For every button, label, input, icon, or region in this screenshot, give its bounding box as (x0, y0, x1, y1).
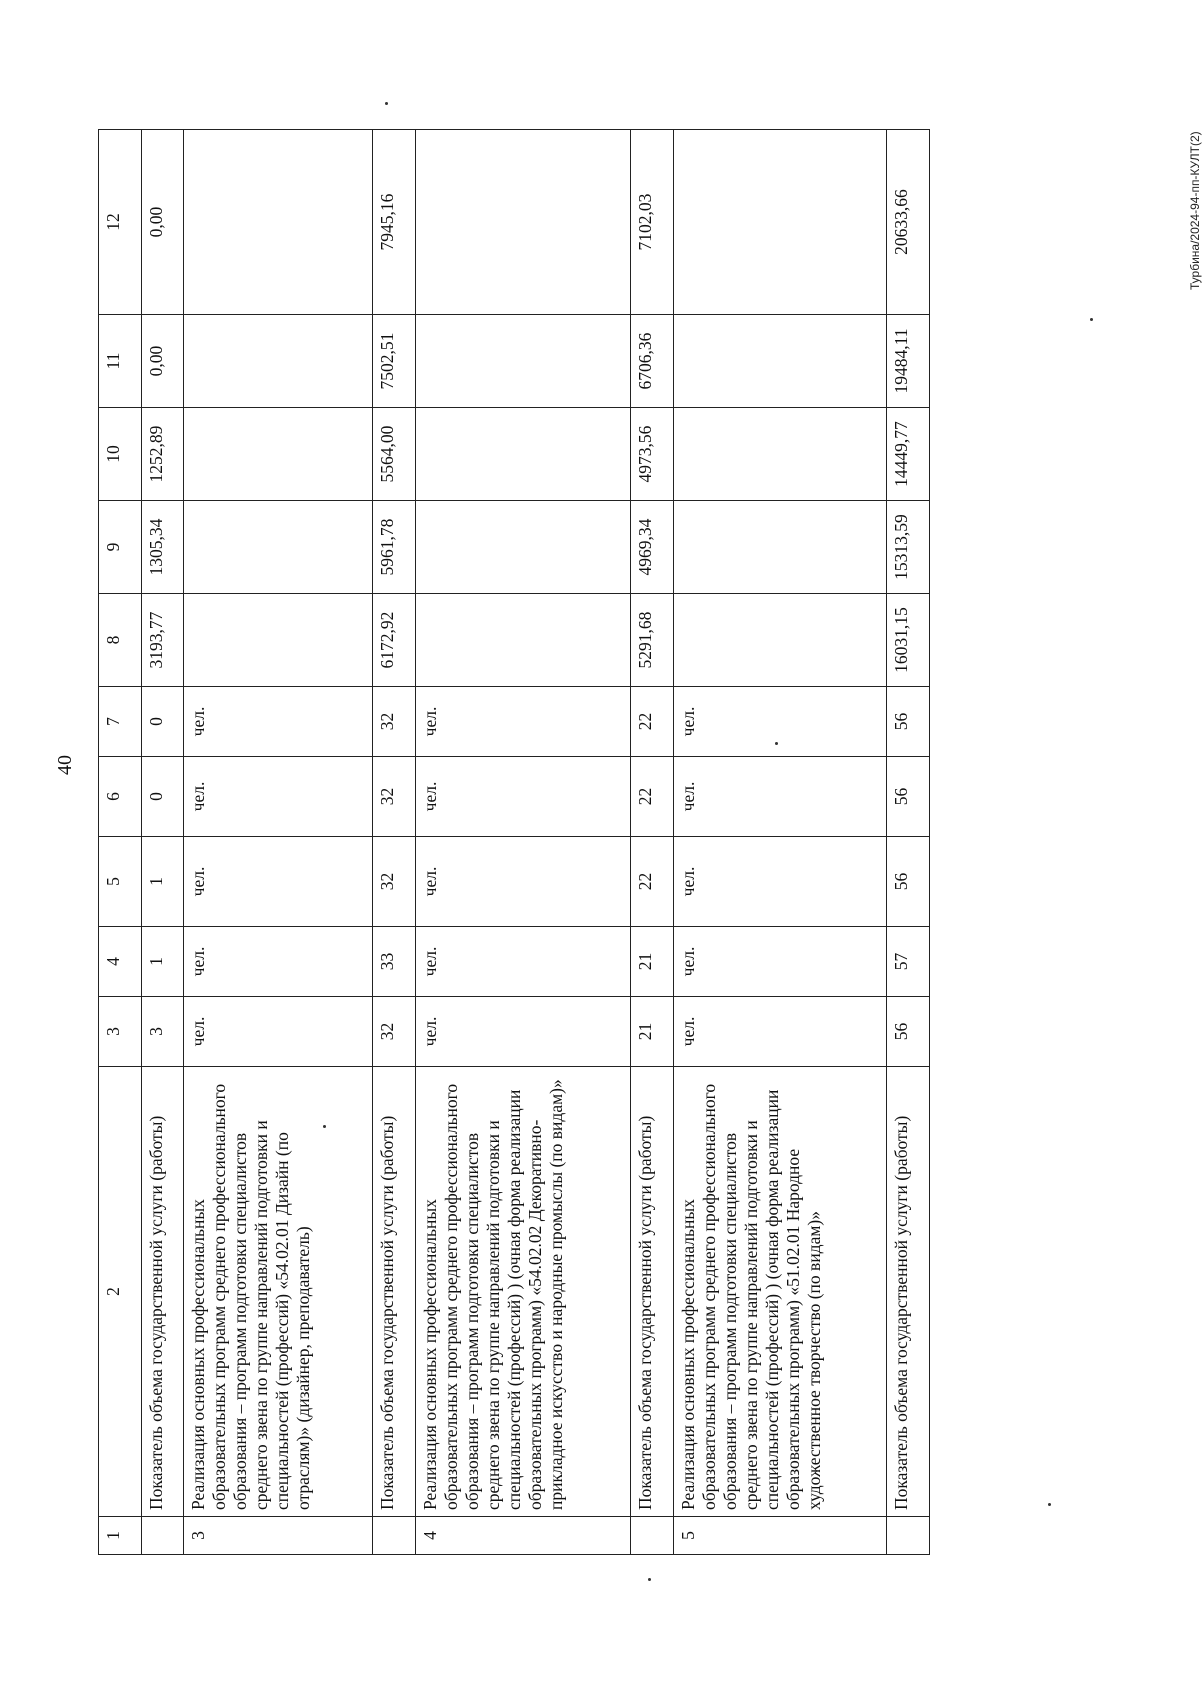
header-row (99, 130, 142, 1555)
cell-value: чел. (415, 837, 631, 927)
cell-value: 7502,51 (373, 315, 416, 408)
cell-value: 21 (631, 927, 674, 997)
cell-value: 0 (141, 687, 184, 757)
total-row (141, 130, 184, 1555)
cell-value: 14449,77 (887, 408, 930, 501)
cell-value: 15313,59 (887, 501, 930, 594)
column-number: 1 (99, 1517, 142, 1555)
cell-value: 56 (887, 997, 930, 1067)
column-number: 2 (99, 1067, 142, 1517)
cell-value: 1305,34 (141, 501, 184, 594)
cell-value: чел. (673, 757, 886, 837)
column-number: 10 (99, 408, 142, 501)
cell-value: 20633,66 (887, 130, 930, 315)
cell-value (184, 408, 373, 501)
cell-value (673, 408, 886, 501)
cell-value (184, 594, 373, 687)
cell-value: чел. (415, 927, 631, 997)
cell-value (415, 594, 631, 687)
cell-value: 22 (631, 757, 674, 837)
document-reference: Турбина/2024-94-пп-КУЛТ(2) (1188, 131, 1202, 290)
scan-speck (385, 102, 388, 105)
service-row (184, 130, 373, 1555)
cell-value: 21 (631, 997, 674, 1067)
cell-value (673, 501, 886, 594)
cell-value (184, 501, 373, 594)
cell-value (415, 315, 631, 408)
cell-value: чел. (415, 997, 631, 1067)
cell-value (673, 594, 886, 687)
cell-value: 1 (141, 837, 184, 927)
cell-value: 7102,03 (631, 130, 674, 315)
cell-value: 3 (141, 997, 184, 1067)
cell-value: 57 (887, 927, 930, 997)
column-number: 8 (99, 594, 142, 687)
cell-value: 32 (373, 837, 416, 927)
row-number (631, 1517, 674, 1555)
indicator-label: Показатель объема государственной услуги (работы) (141, 1067, 184, 1517)
cell-value: 0,00 (141, 130, 184, 315)
cell-value: 32 (373, 687, 416, 757)
page-number: 40 (54, 755, 76, 775)
row-number (373, 1517, 416, 1555)
cell-value: 33 (373, 927, 416, 997)
cell-value: 56 (887, 687, 930, 757)
cell-value: 0 (141, 757, 184, 837)
cell-value: 5564,00 (373, 408, 416, 501)
row-number (141, 1517, 184, 1555)
cell-value: чел. (184, 837, 373, 927)
column-number: 7 (99, 687, 142, 757)
cell-value: 6172,92 (373, 594, 416, 687)
scan-speck (1090, 318, 1093, 321)
cell-value: 19484,11 (887, 315, 930, 408)
cell-value: 56 (887, 757, 930, 837)
total-row (887, 130, 930, 1555)
cell-value: 1252,89 (141, 408, 184, 501)
total-row (373, 130, 416, 1555)
service-description: Реализация основных профессиональных образовательных программ среднего профессионального образования – программ подготовки специалистов среднего звена по группе направлений подготовки и специальностей (профессий) ) (очная форма реализации образовательных программ) «51.02.01 Народное художественное творчество (по видам)» (673, 1067, 886, 1517)
cell-value: 4969,34 (631, 501, 674, 594)
service-description: Реализация основных профессиональных образовательных программ среднего профессионального образования – программ подготовки специалистов среднего звена по группе направлений подготовки и специальностей (профессий) ) (очная форма реализации образовательных программ) «54.02.02 Декоративно-прикладное искусство и народные промыслы (по видам)» (415, 1067, 631, 1517)
scan-speck (648, 1578, 651, 1581)
cell-value: чел. (673, 997, 886, 1067)
row-number (887, 1517, 930, 1555)
cell-value: 32 (373, 997, 416, 1067)
cell-value: 3193,77 (141, 594, 184, 687)
service-row (415, 130, 631, 1555)
cell-value (415, 130, 631, 315)
service-description: Реализация основных профессиональных образовательных программ среднего профессионального образования – программ подготовки специалистов среднего звена по группе направлений подготовки и специальностей (профессий) «54.02.01 Дизайн (по отраслям)» (дизайнер, преподаватель) (184, 1067, 373, 1517)
cell-value: 56 (887, 837, 930, 927)
column-number: 11 (99, 315, 142, 408)
cell-value: 5961,78 (373, 501, 416, 594)
scan-speck (775, 742, 778, 745)
cell-value: чел. (673, 927, 886, 997)
cell-value (415, 408, 631, 501)
column-number: 12 (99, 130, 142, 315)
cell-value: 0,00 (141, 315, 184, 408)
cell-value: чел. (184, 757, 373, 837)
cell-value: 5291,68 (631, 594, 674, 687)
rotated-page (54, 130, 930, 1555)
cell-value: 1 (141, 927, 184, 997)
service-row (673, 130, 886, 1555)
scan-speck (1048, 1503, 1051, 1506)
cell-value (184, 130, 373, 315)
cell-value: 32 (373, 757, 416, 837)
indicator-label: Показатель объема государственной услуги (работы) (887, 1067, 930, 1517)
cell-value: 16031,15 (887, 594, 930, 687)
scan-speck (323, 1125, 326, 1128)
cell-value (673, 130, 886, 315)
cell-value: чел. (673, 687, 886, 757)
cell-value (184, 315, 373, 408)
cell-value: 4973,56 (631, 408, 674, 501)
cell-value: 7945,16 (373, 130, 416, 315)
cell-value (415, 501, 631, 594)
cell-value (673, 315, 886, 408)
row-number: 5 (673, 1517, 886, 1555)
cell-value: чел. (184, 687, 373, 757)
cell-value: чел. (415, 687, 631, 757)
cell-value: чел. (673, 837, 886, 927)
column-number: 4 (99, 927, 142, 997)
cell-value: чел. (184, 997, 373, 1067)
row-number: 4 (415, 1517, 631, 1555)
column-number: 3 (99, 997, 142, 1067)
cell-value: чел. (415, 757, 631, 837)
row-number: 3 (184, 1517, 373, 1555)
cell-value: 22 (631, 837, 674, 927)
indicator-table (98, 129, 930, 1555)
cell-value: 6706,36 (631, 315, 674, 408)
cell-value: 22 (631, 687, 674, 757)
indicator-label: Показатель объема государственной услуги (работы) (373, 1067, 416, 1517)
column-number: 6 (99, 757, 142, 837)
cell-value: чел. (184, 927, 373, 997)
column-number: 9 (99, 501, 142, 594)
total-row (631, 130, 674, 1555)
indicator-label: Показатель объема государственной услуги (работы) (631, 1067, 674, 1517)
column-number: 5 (99, 837, 142, 927)
